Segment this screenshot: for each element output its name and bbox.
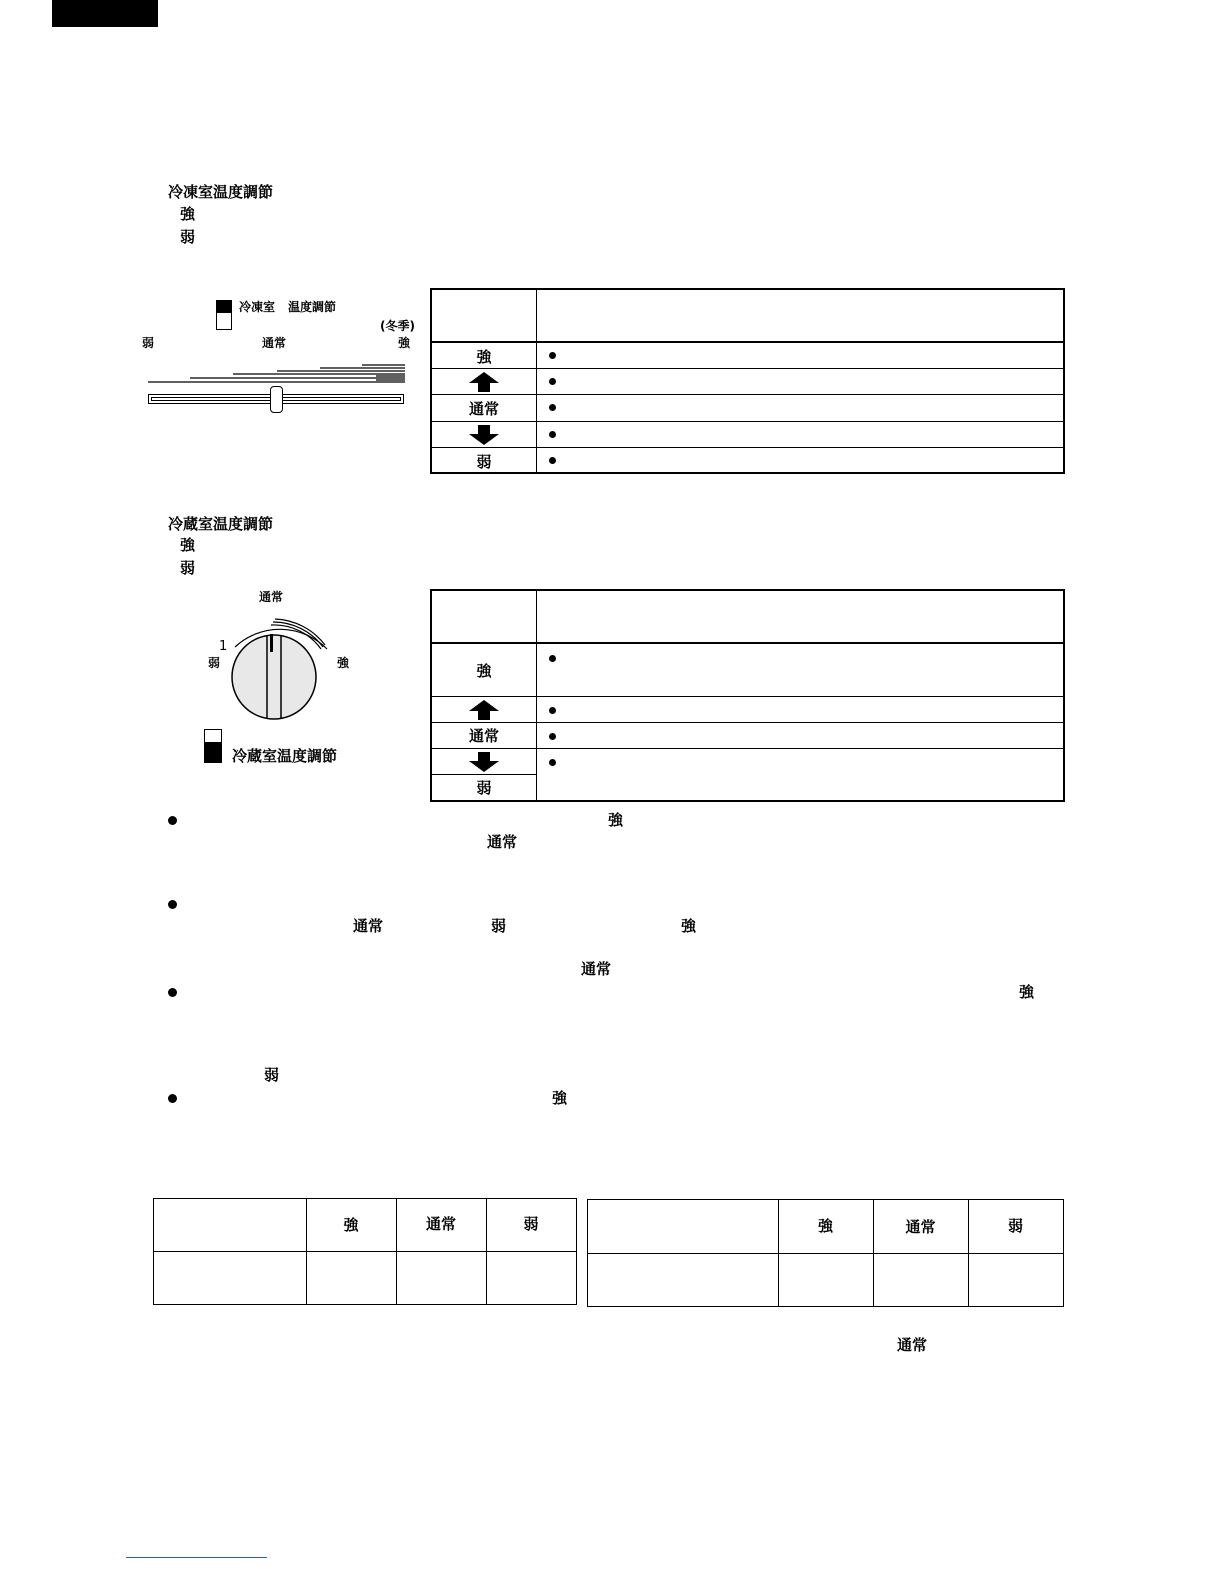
note2-normal: 通常	[353, 917, 384, 935]
fridge-weak-label: 弱	[180, 559, 196, 577]
fridge-row-strong: 強	[476, 662, 492, 680]
dial-one-label: 1	[219, 639, 228, 654]
footer-normal: 通常	[897, 1336, 928, 1354]
down-arrow-icon	[468, 751, 500, 777]
bullet-icon	[549, 457, 556, 464]
fridge-table	[430, 589, 1065, 802]
fridge-strong-label: 強	[180, 536, 196, 554]
dial-normal-label: 通常	[259, 590, 284, 604]
right-header-strong: 強	[817, 1217, 833, 1235]
fridge-row-weak: 弱	[476, 779, 492, 797]
footer-link-line[interactable]	[126, 1557, 267, 1558]
bullet-icon	[549, 655, 556, 662]
right-header-weak: 弱	[1007, 1217, 1023, 1235]
bullet-icon	[549, 759, 556, 766]
left-header-normal: 通常	[425, 1215, 456, 1233]
header-tab	[52, 0, 158, 27]
note-bullet-icon	[168, 900, 177, 909]
bullet-icon	[549, 378, 556, 385]
note-bullet-icon	[168, 988, 177, 997]
note-bullet-icon	[168, 816, 177, 825]
fridge-dial-diagram	[195, 585, 375, 775]
bottom-table-left	[153, 1198, 577, 1305]
note2-strong: 強	[681, 917, 697, 935]
note-bullet-icon	[168, 1094, 177, 1103]
left-header-weak: 弱	[523, 1215, 539, 1233]
freezer-row-normal: 通常	[468, 400, 499, 418]
freezer-strong-label: 強	[180, 205, 196, 223]
down-arrow-icon	[468, 424, 500, 450]
bottom-table-right	[587, 1199, 1064, 1307]
freezer-slider-weak: 弱	[142, 336, 155, 350]
freezer-row-weak: 弱	[476, 453, 492, 471]
freezer-slider-label-a: 冷凍室	[239, 300, 276, 314]
bullet-icon	[549, 404, 556, 411]
freezer-winter-label: (冬季)	[380, 319, 415, 333]
note2-weak: 弱	[491, 917, 507, 935]
freezer-row-strong: 強	[476, 348, 492, 366]
note2b-normal: 通常	[581, 960, 612, 978]
note1-strong: 強	[608, 811, 624, 829]
fridge-heading: 冷蔵室温度調節	[168, 515, 274, 533]
up-arrow-icon	[468, 371, 500, 397]
bullet-icon	[549, 352, 556, 359]
dial-weak-label: 弱	[208, 656, 221, 670]
freezer-weak-label: 弱	[180, 228, 196, 246]
left-header-strong: 強	[343, 1216, 359, 1234]
fridge-indicator-icon	[204, 729, 222, 763]
right-header-normal: 通常	[905, 1218, 936, 1236]
fridge-row-normal: 通常	[468, 727, 499, 745]
up-arrow-icon	[468, 699, 500, 725]
freezer-slider-label-b: 温度調節	[288, 300, 337, 314]
note3-strong: 強	[1019, 983, 1035, 1001]
freezer-slider-normal: 通常	[262, 336, 287, 350]
freezer-slider-diagram	[140, 298, 420, 418]
note1-normal: 通常	[487, 833, 518, 851]
bullet-icon	[549, 707, 556, 714]
freezer-slider-knob[interactable]	[270, 386, 283, 413]
bullet-icon	[549, 431, 556, 438]
dial-strong-label: 強	[337, 656, 350, 670]
freezer-slider-strong: 強	[398, 336, 411, 350]
note4-strong: 強	[552, 1089, 568, 1107]
freezer-heading: 冷凍室温度調節	[168, 183, 274, 201]
note3b-weak: 弱	[264, 1066, 280, 1084]
dial-caption: 冷蔵室温度調節	[232, 747, 338, 765]
freezer-table	[430, 288, 1065, 474]
bullet-icon	[549, 733, 556, 740]
